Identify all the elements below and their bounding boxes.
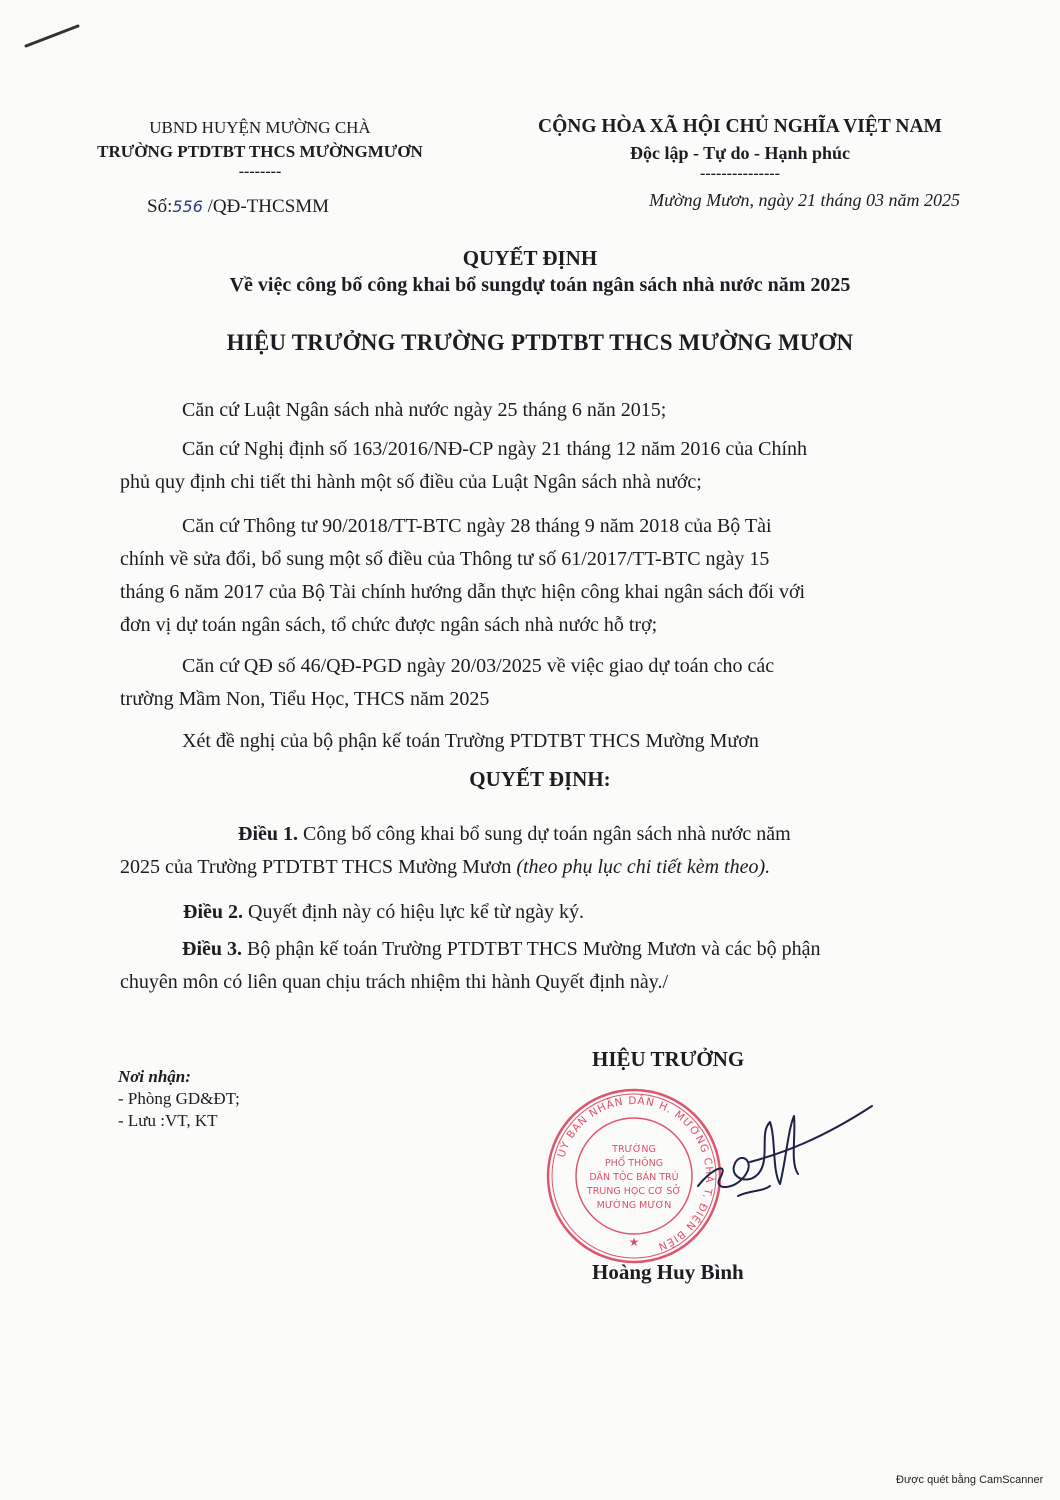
article-3 bbox=[120, 933, 980, 999]
recipient-item: - Lưu :VT, KT bbox=[118, 1111, 218, 1130]
basis-line: tháng 6 năm 2017 của Bộ Tài chính hướng dẫn thực hiện công khai ngân sách đối với bbox=[120, 581, 806, 603]
article-label: Điều 2. bbox=[183, 901, 243, 923]
basis-paragraph: Căn cứ Luật Ngân sách nhà nước ngày 25 tháng 6 năn 2015; bbox=[182, 399, 667, 421]
svg-text:UỶ BAN NHÂN DÂN H. MƯỜNG CHÀ: UỶ BAN NHÂN DÂN H. MƯỜNG CHÀ T. ĐIỆN BIÊN bbox=[555, 1094, 716, 1253]
handwritten-signature bbox=[690, 1100, 880, 1210]
pen-mark bbox=[22, 20, 82, 50]
basis-paragraph: Xét đề nghị của bộ phận kế toán Trường PTDTBT THCS Mường Mươn bbox=[182, 730, 759, 752]
issuing-agency bbox=[60, 116, 460, 180]
basis-line: Căn cứ Thông tư 90/2018/TT-BTC ngày 28 tháng 9 năm 2018 của Bộ Tài bbox=[182, 515, 772, 537]
nation-divider: --------------- bbox=[700, 165, 780, 182]
signer-title: HIỆU TRƯỞNG bbox=[592, 1047, 745, 1071]
national-header bbox=[470, 114, 1010, 182]
article-2 bbox=[183, 896, 584, 929]
basis-paragraph bbox=[120, 433, 970, 499]
article-text: Công bố công khai bổ sung dự toán ngân sách nhà nước năm bbox=[298, 823, 791, 845]
nation-name: CỘNG HÒA XÃ HỘI CHỦ NGHĨA VIỆT NAM bbox=[538, 116, 942, 137]
decision-heading: QUYẾT ĐỊNH: bbox=[469, 767, 611, 791]
article-text: Bộ phận kế toán Trường PTDTBT THCS Mường Mươn và các bộ phận bbox=[242, 938, 821, 960]
svg-text:MƯỜNG MƯƠN: MƯỜNG MƯƠN bbox=[596, 1200, 672, 1211]
svg-text:DÂN TỘC BÁN TRÚ: DÂN TỘC BÁN TRÚ bbox=[589, 1172, 679, 1183]
issuing-authority: HIỆU TRƯỞNG TRƯỜNG PTDTBT THCS MƯỜNG MƯƠN bbox=[226, 330, 854, 355]
agency-name: TRƯỜNG PTDTBT THCS MƯỜNGMƯƠN bbox=[97, 142, 423, 161]
signer-name: Hoàng Huy Bình bbox=[592, 1260, 744, 1284]
svg-text:TRƯỜNG: TRƯỜNG bbox=[612, 1144, 656, 1155]
svg-text:★: ★ bbox=[628, 1235, 640, 1249]
article-text: 2025 của Trường PTDTBT THCS Mường Mươn bbox=[120, 856, 517, 878]
basis-paragraph bbox=[120, 650, 970, 716]
article-label: Điều 3. bbox=[182, 938, 242, 960]
national-motto: Độc lập - Tự do - Hạnh phúc bbox=[629, 143, 851, 163]
svg-text:TRUNG HỌC CƠ SỞ: TRUNG HỌC CƠ SỞ bbox=[586, 1186, 682, 1197]
article-note: (theo phụ lục chi tiết kèm theo). bbox=[516, 856, 771, 878]
svg-text:PHỔ THÔNG: PHỔ THÔNG bbox=[604, 1158, 664, 1169]
recipients-heading: Nơi nhận: bbox=[118, 1067, 191, 1086]
article-1 bbox=[120, 818, 980, 884]
scanner-watermark: Được quét bằng CamScanner bbox=[896, 1474, 1044, 1486]
document-title: QUYẾT ĐỊNH bbox=[462, 246, 598, 270]
place-date: Mường Mươn, ngày 21 tháng 03 năm 2025 bbox=[649, 190, 960, 210]
basis-line: Căn cứ Nghị định số 163/2016/NĐ-CP ngày 21 tháng 12 năm 2016 của Chính bbox=[182, 438, 808, 460]
doc-number-prefix: Số: bbox=[147, 196, 173, 217]
doc-number-suffix: /QĐ-THCSMM bbox=[207, 196, 330, 217]
doc-number-handwritten: 556 bbox=[172, 197, 203, 216]
basis-line: Căn cứ QĐ số 46/QĐ-PGD ngày 20/03/2025 về việc giao dự toán cho các bbox=[182, 655, 775, 677]
basis-line: trường Mầm Non, Tiểu Học, THCS năm 2025 bbox=[120, 688, 490, 710]
basis-line: phủ quy định chi tiết thi hành một số điều của Luật Ngân sách nhà nước; bbox=[120, 471, 702, 493]
agency-parent: UBND HUYỆN MƯỜNG CHÀ bbox=[149, 118, 371, 137]
article-label: Điều 1. bbox=[238, 823, 298, 845]
agency-divider: -------- bbox=[238, 163, 282, 180]
recipients bbox=[118, 1066, 240, 1132]
basis-paragraph bbox=[120, 510, 970, 642]
recipient-item: - Phòng GD&ĐT; bbox=[118, 1089, 240, 1108]
basis-line: chính về sửa đổi, bổ sung một số điều của Thông tư số 61/2017/TT-BTC ngày 15 bbox=[120, 548, 770, 570]
article-text: Quyết định này có hiệu lực kể từ ngày ký. bbox=[243, 901, 585, 923]
article-text: chuyên môn có liên quan chịu trách nhiệm thi hành Quyết định này./ bbox=[120, 971, 669, 993]
document-subtitle: Về việc công bố công khai bổ sungdự toán ngân sách nhà nước năm 2025 bbox=[229, 274, 851, 296]
basis-line: đơn vị dự toán ngân sách, tổ chức được ngân sách nhà nước hỗ trợ; bbox=[120, 614, 658, 636]
document-number bbox=[147, 196, 329, 218]
